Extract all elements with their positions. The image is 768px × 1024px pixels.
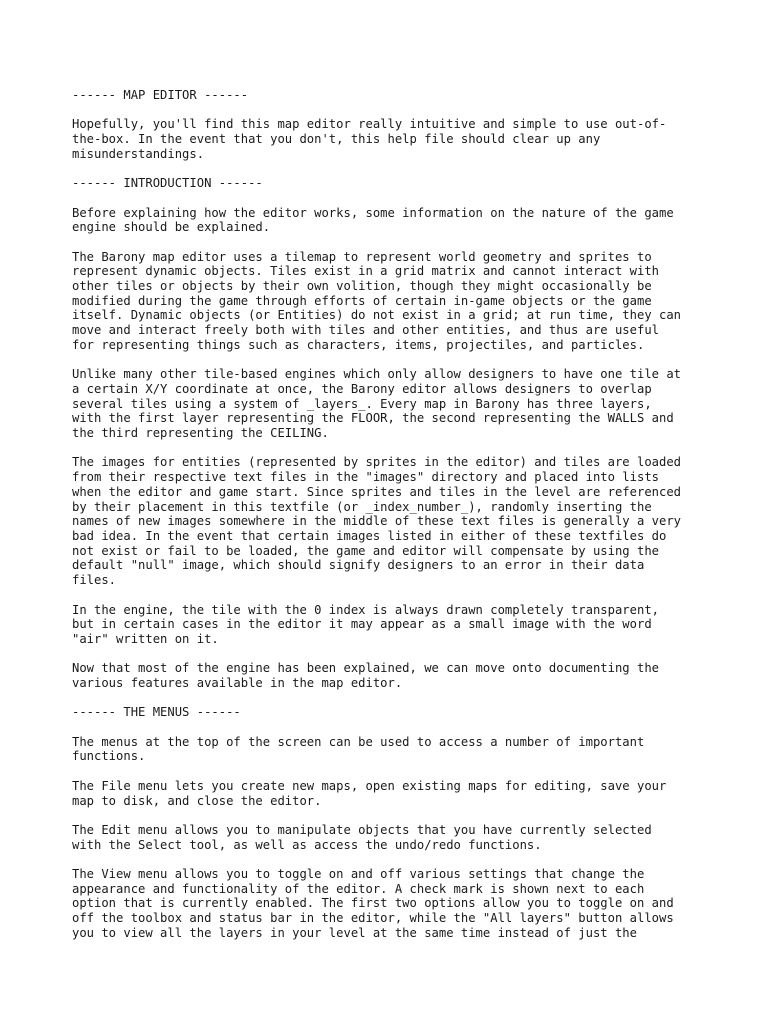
- paragraph-view-menu: The View menu allows you to toggle on and off various settings that change the appearance and functionality of the editor. A check mark is shown next to each option that is currently enabled. The first two options allow you to toggle on and off the toolbox and status bar in the editor, while the "All layers" button allows you to view all the layers in your level at the same time instead of just the: [72, 867, 674, 940]
- paragraph-edit-menu: The Edit menu allows you to manipulate objects that you have currently selected with the Select tool, as well as access the undo/redo functions.: [72, 822, 652, 852]
- paragraph-now-that: Now that most of the engine has been explained, we can move onto documenting the various features available in the map editor.: [72, 661, 659, 690]
- paragraph-intro-hopefully: Hopefully, you'll find this map editor really intuitive and simple to use out-of- the-box. In the event that you don't, this help file should clear up any misunderstandings.: [72, 117, 667, 161]
- heading-the-menus: ------ THE MENUS ------: [72, 705, 241, 720]
- heading-introduction: ------ INTRODUCTION ------: [72, 176, 263, 191]
- paragraph-before-explaining: Before explaining how the editor works, some information on the nature of the game engine should be explained.: [72, 205, 674, 235]
- document-body: [72, 88, 712, 955]
- heading-map-editor: ------ MAP EDITOR ------: [72, 88, 249, 102]
- paragraph-images: The images for entities (represented by sprites in the editor) and tiles are loaded from their respective text files in the "images" directory and placed into lists when the editor and game start. Since sprites and tiles in the level are referenced by their placement in this textfile (or _index_number_), randomly inserting the names of new images somewhere in the middle of these text files is generally a very bad idea. In the event that certain images listed in either of these textfiles do not exist or fail to be loaded, the game and editor will compensate by using the default "null" image, which should signify designers to an error in their data files.: [72, 455, 682, 588]
- paragraph-zero-index: In the engine, the tile with the 0 index is always drawn completely transparent, but in certain cases in the editor it may appear as a small image with the word "air" written on it.: [72, 602, 659, 646]
- paragraph-menus-top: The menus at the top of the screen can be used to access a number of important functions.: [72, 734, 645, 764]
- paragraph-tilemap: The Barony map editor uses a tilemap to represent world geometry and sprites to represent dynamic objects. Tiles exist in a grid matrix and cannot interact with other tiles or objects by their own volition, though they might occasionally be modified during the game through efforts of certain in-game objects or the game itself. Dynamic objects (or Entities) do not exist in a grid; at run time, they can move and interact freely both with tiles and other entities, and thus are useful for representing things such as characters, items, projectiles, and particles.: [72, 249, 682, 352]
- paragraph-file-menu: The File menu lets you create new maps, open existing maps for editing, save your map to disk, and close the editor.: [72, 778, 667, 808]
- paragraph-layers: Unlike many other tile-based engines which only allow designers to have one tile at a certain X/Y coordinate at once, the Barony editor allows designers to overlap several tiles using a system of _layers_. Every map in Barony has three layers, with the first layer representing the FLOOR, the second representing the WALLS and the third representing the CEILING.: [72, 367, 682, 441]
